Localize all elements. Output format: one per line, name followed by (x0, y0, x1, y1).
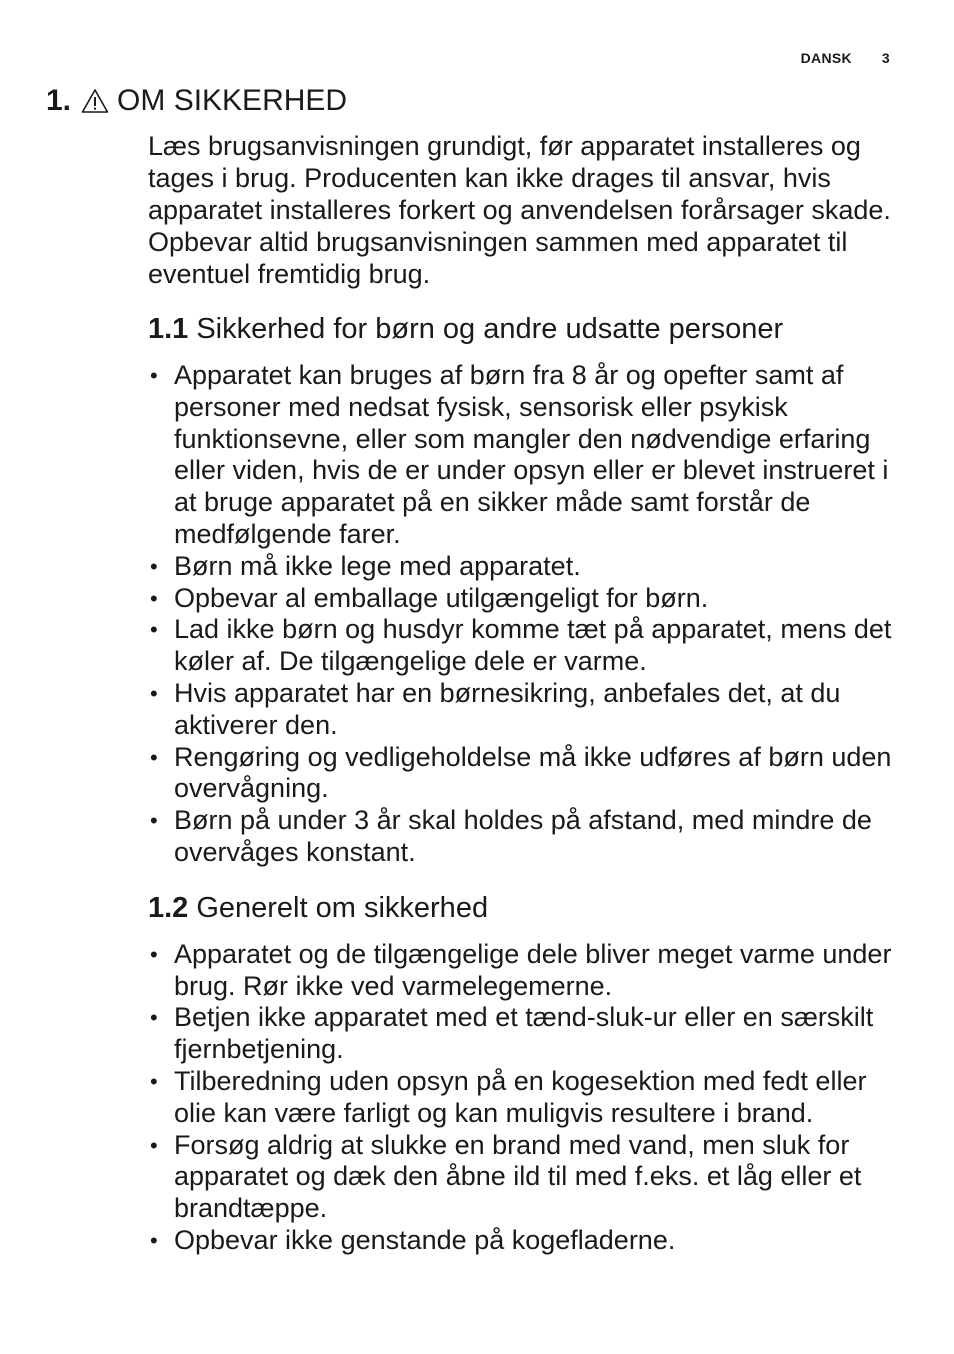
list-item-text: Opbevar al emballage utilgængeligt for børn. (174, 582, 709, 613)
list-item-text: Børn på under 3 år skal holdes på afstand, med mindre de overvåges konstant. (174, 805, 872, 867)
chapter-number: 1. (46, 84, 72, 117)
list-item-text: Hvis apparatet har en børnesikring, anbefales det, at du aktiverer den. (174, 677, 841, 740)
intro-paragraph: Læs brugsanvisningen grundigt, før apparatet installeres og tages i brug. Producenten kan ikke drages til ansvar, hvis apparatet installeres forkert og anvendelsen forårsager skade. Opbevar altid brugsanvisningen sammen med apparatet til eventuel fremtidig brug. (148, 131, 891, 289)
section-number: 1.2 (148, 891, 189, 924)
list-item-text: Rengøring og vedligeholdelse må ikke udføres af børn uden overvågning. (174, 741, 892, 804)
list-item (148, 1225, 898, 1257)
list-item-text: Lad ikke børn og husdyr komme tæt på apparatet, mens det køler af. De tilgængelige dele er varme. (174, 614, 892, 677)
bullet-icon: • (150, 1132, 158, 1158)
list-item (148, 939, 898, 1003)
list-item (148, 1002, 898, 1066)
list-item (148, 1066, 898, 1130)
bullet-icon: • (150, 617, 158, 643)
list-item-text: Børn må ikke lege med apparatet. (174, 550, 581, 581)
bullet-list (148, 939, 898, 1257)
chapter-title (46, 82, 347, 120)
bullet-icon: • (150, 1068, 158, 1094)
content-body (148, 130, 898, 1257)
list-item-text: Forsøg aldrig at slukke en brand med vand, men sluk for apparatet og dæk den åbne ild til med f.eks. et låg eller et brandtæppe. (174, 1129, 862, 1224)
bullet-icon: • (150, 585, 158, 611)
header-language: DANSK (800, 50, 852, 66)
bullet-icon: • (150, 1005, 158, 1031)
bullet-icon: • (150, 680, 158, 706)
list-item-text: Opbevar ikke genstande på kogefladerne. (174, 1224, 676, 1255)
bullet-icon: • (150, 808, 158, 834)
chapter-heading-text: OM SIKKERHED (117, 84, 348, 117)
header-page-number: 3 (881, 50, 890, 66)
section-number: 1.1 (148, 313, 189, 345)
list-item (148, 678, 898, 742)
list-item-text: Apparatet og de tilgængelige dele bliver meget varme under brug. Rør ikke ved varmelegemerne. (174, 938, 892, 1001)
bullet-icon: • (150, 744, 158, 770)
list-item-text: Apparatet kan bruges af børn fra 8 år og opefter samt af personer med nedsat fysisk, sensorisk eller psykisk funktionsevne, eller som mangler den nødvendige erfaring eller viden, hvis de er under opsyn eller er blevet instrueret i at bruge apparatet på en sikker måde samt forstår de medfølgende farer. (174, 360, 889, 549)
section-heading (148, 891, 898, 925)
list-item (148, 551, 898, 583)
list-item (148, 1130, 898, 1225)
list-item (148, 805, 898, 869)
list-item-text: Tilberedning uden opsyn på en kogesektion med fedt eller olie kan være farligt og kan muligvis resultere i brand. (174, 1065, 867, 1128)
section-title-text: Generelt om sikkerhed (196, 891, 489, 924)
section-title-text: Sikkerhed for børn og andre udsatte personer (196, 313, 784, 345)
list-item (148, 360, 898, 551)
list-item-text: Betjen ikke apparatet med et tænd-sluk-ur eller en særskilt fjernbetjening. (174, 1002, 874, 1065)
list-item (148, 742, 898, 806)
page-header (801, 50, 890, 66)
bullet-icon: • (150, 363, 158, 388)
list-item (148, 583, 898, 615)
bullet-icon: • (150, 941, 158, 967)
list-item (148, 614, 898, 678)
bullet-list (148, 360, 898, 869)
warning-triangle-icon (81, 86, 109, 112)
bullet-icon: • (150, 553, 158, 579)
bullet-icon: • (150, 1227, 158, 1253)
section-heading (148, 312, 898, 346)
